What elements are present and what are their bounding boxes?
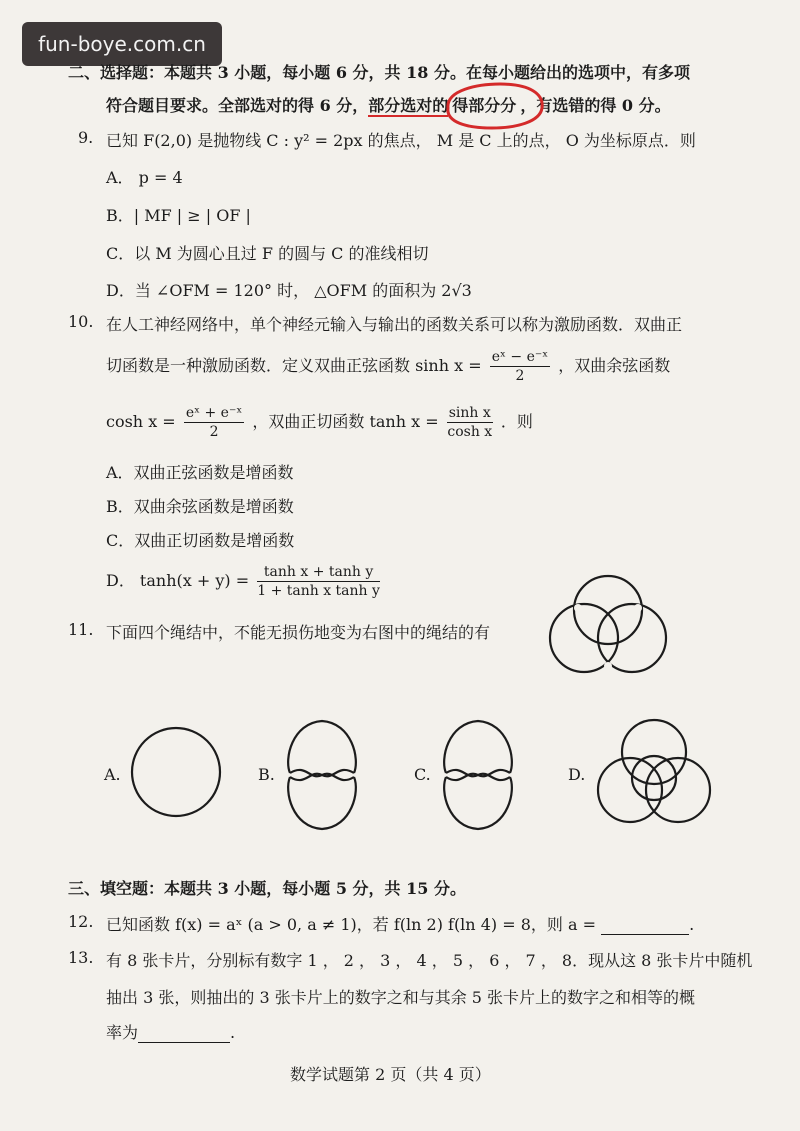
q10-option-a: A．双曲正弦函数是增函数 — [106, 463, 294, 482]
section2-line2-d: ，有选错的得 0 分。 — [520, 96, 671, 115]
q10-line3-post: ．则 — [500, 412, 533, 431]
section3-title: 三、填空题：本题共 3 小题，每小题 5 分，共 15 分。 — [68, 879, 466, 898]
sinh-numerator: eˣ − e⁻ˣ — [491, 349, 549, 365]
knot-b-figure — [280, 715, 364, 835]
q12-stem-end: . — [689, 915, 695, 934]
tanh-denominator: cosh x — [447, 424, 493, 440]
q12-number: 12. — [68, 912, 94, 931]
q9-option-a: A． p = 4 — [106, 168, 183, 187]
q10-line2-pre: 切函数是一种激励函数．定义双曲正弦函数 sinh x = — [106, 356, 482, 375]
q13-line3-end: . — [230, 1023, 236, 1042]
cosh-numerator: eˣ + e⁻ˣ — [185, 405, 243, 421]
q10-number: 10. — [68, 312, 94, 331]
knot-c-figure — [436, 715, 520, 835]
q13-number: 13. — [68, 948, 94, 967]
q11-option-c-label: C. — [414, 765, 431, 784]
q9-option-b: B．| MF | ≥ | OF | — [106, 206, 251, 225]
q13-line2: 抽出 3 张，则抽出的 3 张卡片上的数字之和与其余 5 张卡片上的数字之和相等的概 — [106, 988, 696, 1007]
q13-line3 — [106, 1020, 235, 1043]
q10-line2-post: ，双曲余弦函数 — [558, 356, 671, 375]
q12-stem-text: 已知函数 f(x) = aˣ (a > 0, a ≠ 1)，若 f(ln 2) f(ln 4) = 8，则 a = — [106, 915, 596, 934]
q11-option-a-label: A. — [104, 765, 121, 784]
q10-option-d-pre: D． tanh(x + y) = — [106, 571, 250, 590]
watermark-text: fun-boye.com.cn — [38, 32, 206, 56]
section2-line1: 二、选择题：本题共 3 小题，每小题 6 分，共 18 分。在每小题给出的选项中，有多项 — [68, 63, 690, 82]
q10-option-c: C．双曲正切函数是增函数 — [106, 531, 295, 550]
q10-line3-pre: cosh x = — [106, 412, 176, 431]
q10-option-d — [106, 563, 383, 600]
section2-line2 — [106, 93, 671, 116]
q13-line1: 有 8 张卡片，分别标有数字 1 ， 2 ， 3 ， 4 ， 5 ， 6 ， 7 ， 8．现从这 8 张卡片中随机 — [106, 951, 753, 970]
q12-answer-blank — [601, 915, 689, 935]
q10-option-b: B．双曲余弦函数是增函数 — [106, 497, 294, 516]
q10-line3-mid: ，双曲正切函数 tanh x = — [252, 412, 439, 431]
tanh-sum-fraction — [257, 563, 380, 600]
q10-line1: 在人工神经网络中，单个神经元输入与输出的函数关系可以称为激励函数．双曲正 — [106, 315, 683, 334]
tanh-sum-numerator: tanh x + tanh y — [257, 563, 380, 582]
q10-line3 — [106, 404, 533, 441]
q11-stem: 下面四个绳结中，不能无损伤地变为右图中的绳结的有 — [106, 623, 491, 642]
q13-line3-text: 率为 — [106, 1023, 139, 1042]
page-footer: 数学试题第 2 页（共 4 页） — [290, 1065, 491, 1084]
q11-number: 11. — [68, 620, 94, 639]
trefoil-knot-figure — [538, 568, 678, 678]
knot-d-figure — [594, 712, 714, 832]
q11-option-b-label: B. — [258, 765, 275, 784]
section2-line2-a: 符合题目要求。全部选对的得 6 分， — [106, 96, 369, 115]
cosh-denominator: 2 — [209, 424, 219, 440]
q11-option-d-label: D. — [568, 765, 586, 784]
tanh-fraction — [447, 404, 493, 441]
knot-a-unknot — [126, 722, 226, 822]
section2-line2-b: 部分选对的 — [368, 96, 449, 115]
q13-answer-blank — [138, 1023, 230, 1043]
tanh-sum-denominator: 1 + tanh x tanh y — [257, 583, 380, 599]
tanh-numerator: sinh x — [448, 405, 491, 421]
q9-stem: 已知 F(2,0) 是抛物线 C : y² = 2px 的焦点， M 是 C 上的点， O 为坐标原点．则 — [106, 131, 696, 150]
cosh-fraction — [184, 404, 244, 441]
sinh-fraction — [490, 348, 550, 385]
section2-line2-c: 得部分分 — [452, 96, 517, 115]
q9-option-d: D．当 ∠OFM = 120° 时， △OFM 的面积为 2√3 — [106, 281, 472, 300]
q9-number: 9. — [78, 128, 94, 147]
q12-stem — [106, 912, 694, 935]
sinh-denominator: 2 — [515, 368, 525, 384]
red-circle-annotation — [438, 78, 550, 132]
q10-line2 — [106, 348, 670, 385]
q9-option-c: C．以 M 为圆心且过 F 的圆与 C 的准线相切 — [106, 244, 429, 263]
